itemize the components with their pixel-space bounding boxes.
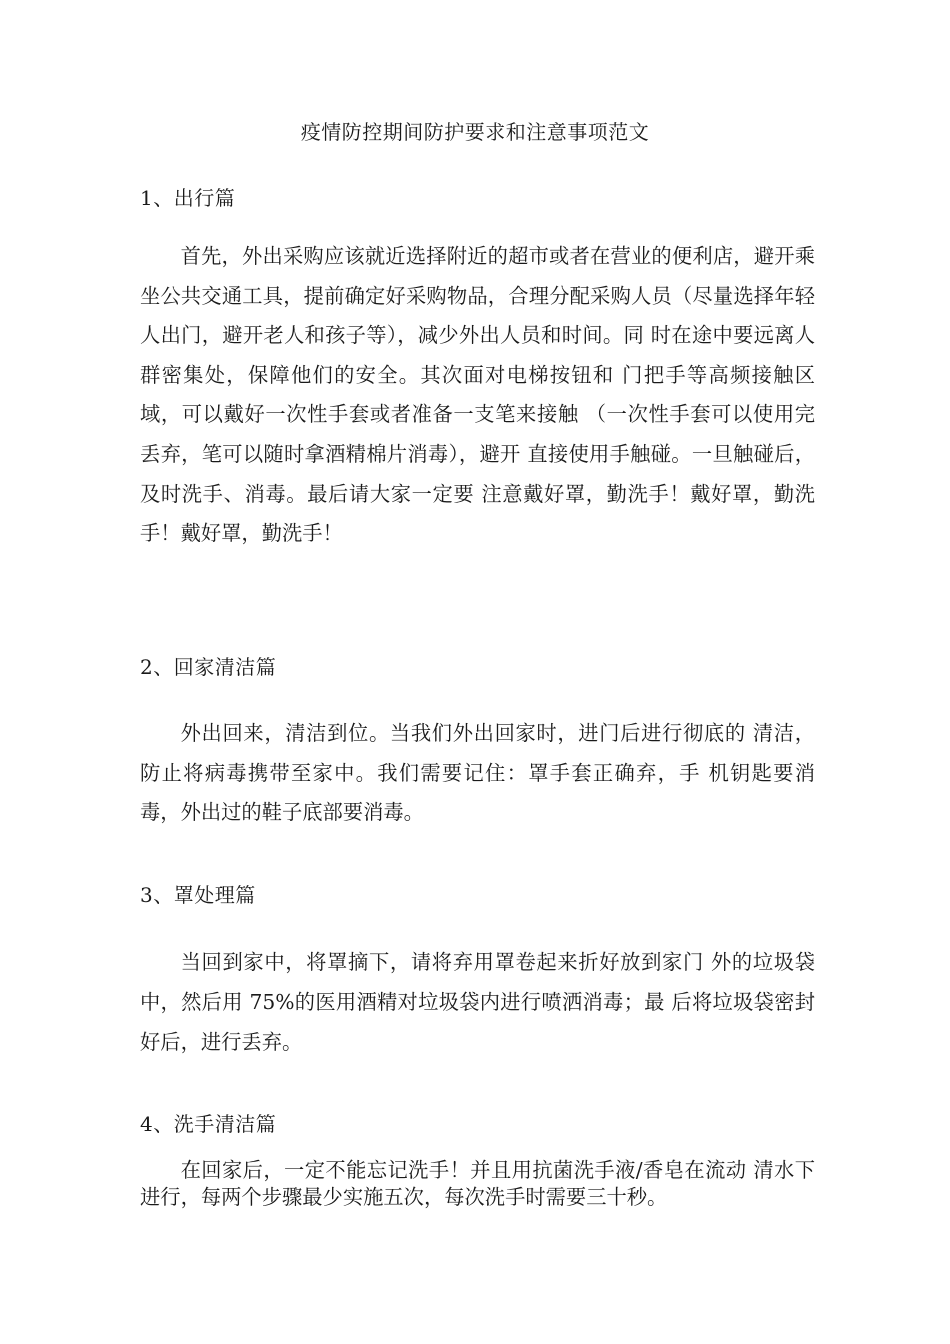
section-body-travel: 首先，外出采购应该就近选择附近的超市或者在营业的便利店，避开乘坐公共交通工具，提前确定好采购物品，合理分配采购人员（尽量选择年轻人出门，避开老人和孩子等），减少外出人员和时间。同 时在途中要远离人群密集处，保障他们的安全。其次面对电梯按钮和 门把手等高频接触区域，可以戴好一次性手套或者准备一支笔来接触 （一次性手套可以使用完丢弃，笔可以随时拿酒精棉片消毒），避开 直接使用手触碰。一旦触碰后，及时洗手、消毒。最后请大家一定要 注意戴好罩，勤洗手！戴好罩，勤洗手！戴好罩，勤洗手！ [140,244,815,546]
section-body-mask-disposal: 当回到家中，将罩摘下，请将弃用罩卷起来折好放到家门 外的垃圾袋中，然后用 75%的医用酒精对垃圾袋内进行喷洒消毒；最 后将垃圾袋密封好后，进行丢弃。 [140,950,815,1054]
section-heading-travel: 1、出行篇 [140,186,236,210]
document-title: 疫情防控期间防护要求和注意事项范文 [300,120,650,144]
section-heading-home-cleaning: 2、回家清洁篇 [140,655,277,679]
section-heading-mask-disposal: 3、罩处理篇 [140,883,256,907]
section-heading-hand-washing: 4、洗手清洁篇 [140,1112,277,1136]
section-body-home-cleaning: 外出回来，清洁到位。当我们外出回家时，进门后进行彻底的 清洁，防止将病毒携带至家中。我们需要记住：罩手套正确弃，手 机钥匙要消毒，外出过的鞋子底部要消毒。 [140,721,815,825]
section-body-hand-washing: 在回家后，一定不能忘记洗手！并且用抗菌洗手液/香皂在流动 清水下进行，每两个步骤最少实施五次，每次洗手时需要三十秒。 [140,1158,815,1209]
